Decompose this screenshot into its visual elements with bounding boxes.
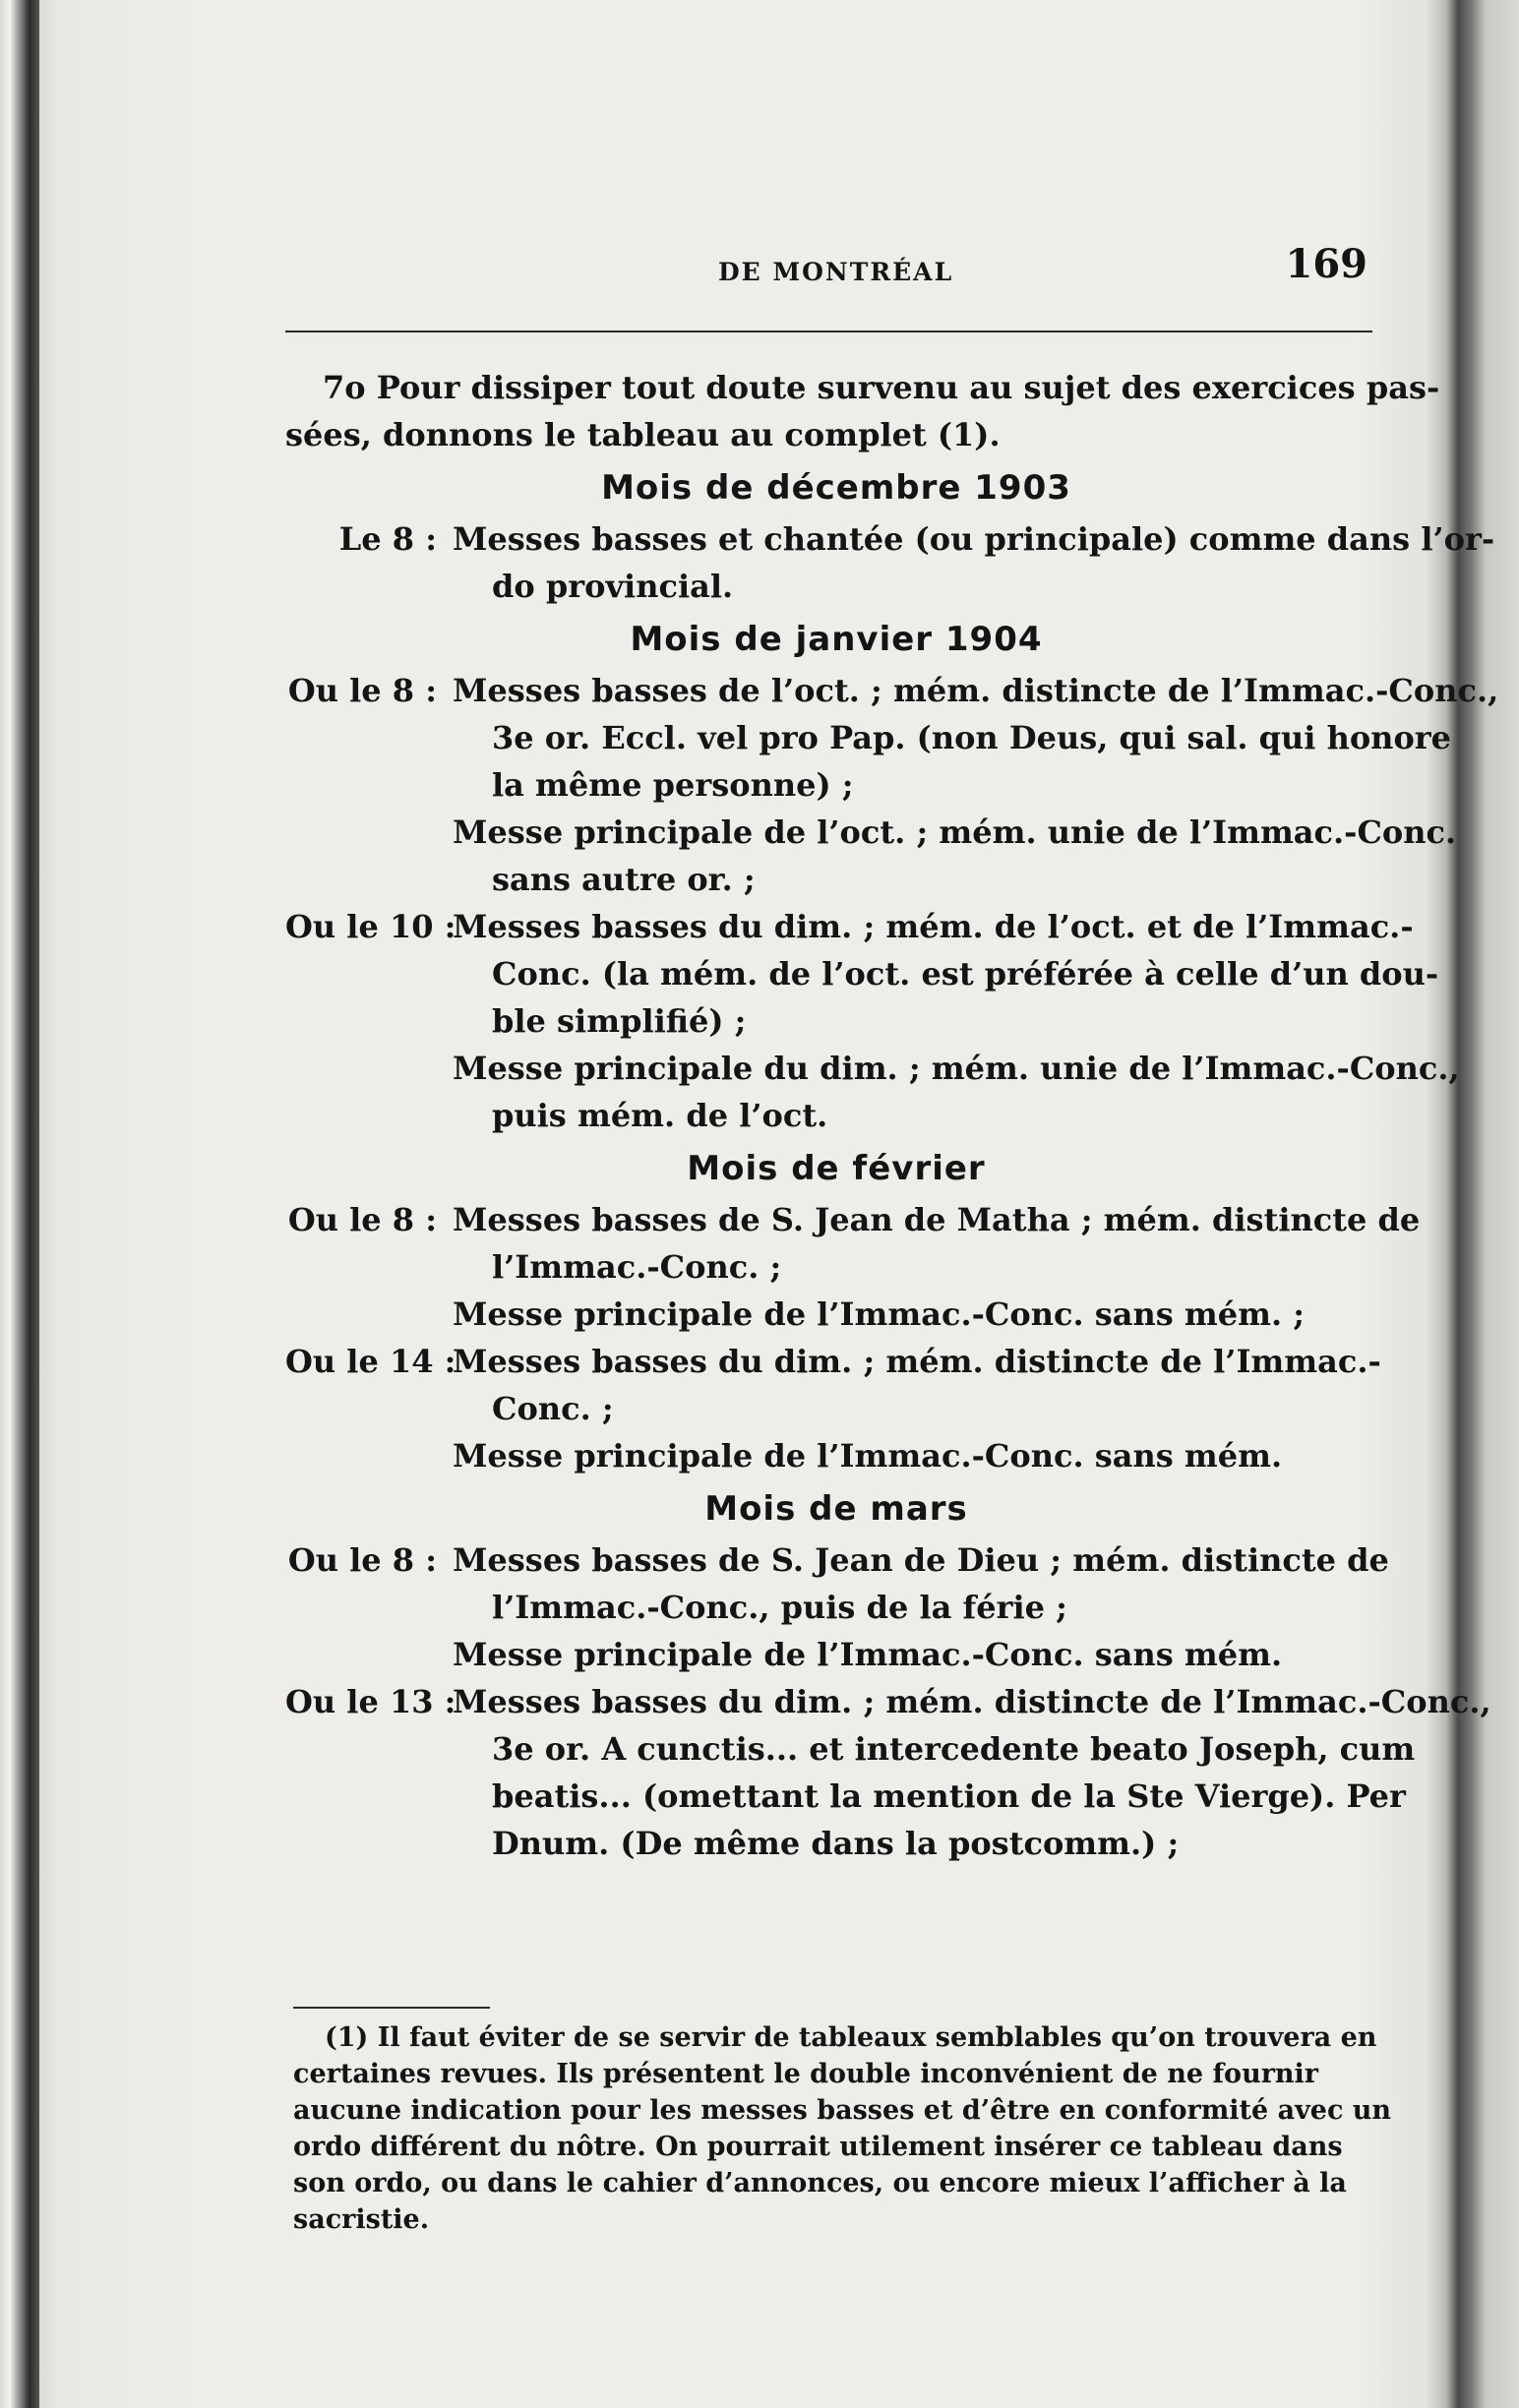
entry-line: Messes basses du dim. ; mém. distincte de l’Immac.- — [453, 1343, 1381, 1380]
entry-line: Messes basses et chantée (ou principale) comme dans l’or- — [453, 520, 1495, 558]
schedule-entry — [285, 1338, 1387, 1432]
entry-line: beatis... (omettant la mention de la Ste Vierge). Per — [492, 1777, 1406, 1815]
entry-line: la même personne) ; — [492, 766, 854, 804]
schedule-entry — [285, 1432, 1387, 1479]
entry-line: Messe principale de l’Immac.-Conc. sans mém. — [453, 1437, 1283, 1475]
entry-line: Messe principale de l’Immac.-Conc. sans mém. ; — [453, 1295, 1306, 1333]
entry-line: Messe principale de l’Immac.-Conc. sans mém. — [453, 1636, 1283, 1673]
page-number: 169 — [1285, 241, 1367, 287]
schedule-entry — [285, 809, 1457, 903]
footnote-line: (1) Il faut éviter de se servir de tableaux semblables qu’on trouvera en — [325, 2022, 1377, 2053]
entry-line: l’Immac.-Conc. ; — [492, 1248, 782, 1286]
section-title: Mois de janvier 1904 — [630, 620, 1043, 659]
entry-day: Le 8 : — [338, 520, 437, 558]
entry-line: Messe principale de l’oct. ; mém. unie de l’Immac.-Conc. — [453, 813, 1457, 851]
section-title: Mois de février — [687, 1149, 986, 1188]
schedule-entry — [285, 1196, 1421, 1291]
entry-day — [285, 809, 453, 903]
entry-line: Conc. ; — [492, 1390, 614, 1427]
entry-text — [453, 1338, 1387, 1432]
entry-text — [453, 1536, 1389, 1631]
schedule-entry — [285, 515, 1495, 610]
footnote-line: certaines revues. Ils présentent le double inconvénient de ne fournir — [293, 2059, 1319, 2089]
entry-day: Ou le 10 : — [285, 908, 456, 945]
schedule-entry — [285, 1045, 1460, 1139]
book-page — [59, 59, 1499, 2361]
entry-line: 3e or. A cunctis... et intercedente beato Joseph, cum — [492, 1730, 1416, 1768]
entry-line: Messes basses de S. Jean de Dieu ; mém. distincte de — [453, 1541, 1389, 1579]
entry-text — [453, 1631, 1387, 1678]
main-text — [285, 364, 1499, 1867]
footnote-line: aucune indication pour les messes basses et d’être en conformité avec un — [293, 2095, 1392, 2126]
schedule-entry — [285, 1631, 1387, 1678]
footnote-rule — [293, 2007, 490, 2009]
entry-text — [453, 1196, 1420, 1291]
entry-line: Messes basses du dim. ; mém. distincte de l’Immac.-Conc., — [453, 1683, 1491, 1720]
intro-paragraph — [285, 364, 1440, 458]
schedule-entry — [285, 1678, 1491, 1867]
entry-text — [453, 1291, 1387, 1338]
entry-day: Ou le 8 : — [287, 1201, 437, 1238]
entry-line: Conc. (la mém. de l’oct. est préférée à celle d’un dou- — [492, 955, 1439, 993]
entry-line: Dnum. (De même dans la postcomm.) ; — [492, 1825, 1180, 1862]
footnote-line: sacristie. — [293, 2204, 430, 2235]
entry-text — [453, 903, 1438, 1045]
schedule-entry — [285, 1536, 1387, 1631]
entry-text — [453, 809, 1456, 903]
facing-page-edge — [0, 0, 39, 2408]
entry-text — [453, 1432, 1387, 1479]
entry-line: puis mém. de l’oct. — [492, 1097, 828, 1134]
entry-day: Ou le 14 : — [285, 1343, 456, 1380]
entry-line: do provincial. — [492, 568, 734, 605]
entry-day — [285, 1291, 453, 1338]
entry-line: sans autre or. ; — [492, 861, 756, 898]
entry-text — [453, 667, 1498, 809]
section-title: Mois de mars — [704, 1489, 968, 1529]
entry-line: Messe principale du dim. ; mém. unie de l’Immac.-Conc., — [453, 1050, 1460, 1087]
footnote-line: ordo différent du nôtre. On pourrait utilement insérer ce tableau dans — [293, 2132, 1343, 2162]
schedule-entry — [285, 667, 1499, 809]
entry-text — [453, 1045, 1460, 1139]
entry-line: Messes basses de l’oct. ; mém. distincte de l’Immac.-Conc., — [453, 672, 1499, 709]
entry-day — [285, 1045, 453, 1139]
header-rule — [285, 331, 1372, 332]
entry-line: Messes basses de S. Jean de Matha ; mém. distincte de — [453, 1201, 1421, 1238]
section-title: Mois de décembre 1903 — [601, 468, 1071, 508]
entry-day — [285, 1631, 453, 1678]
entry-line: l’Immac.-Conc., puis de la férie ; — [492, 1589, 1067, 1626]
schedule-entry — [285, 903, 1439, 1045]
entry-text — [453, 515, 1494, 610]
entry-line: Messes basses du dim. ; mém. de l’oct. et de l’Immac.- — [453, 908, 1414, 945]
schedule-entry — [285, 1291, 1387, 1338]
entry-text — [453, 1678, 1491, 1867]
entry-line: ble simplifié) ; — [492, 1002, 747, 1040]
footnote — [293, 2019, 1392, 2238]
entry-day: Ou le 8 : — [287, 672, 437, 709]
entry-line: 3e or. Eccl. vel pro Pap. (non Deus, qui sal. qui honore — [492, 719, 1451, 756]
intro-line: sées, donnons le tableau au complet (1). — [285, 416, 1001, 453]
entry-day: Ou le 13 : — [285, 1683, 456, 1720]
running-head — [226, 197, 1367, 287]
running-title: DE MONTRÉAL — [718, 258, 954, 286]
entry-day — [285, 1432, 453, 1479]
entry-day: Ou le 8 : — [287, 1541, 437, 1579]
intro-line: 7o Pour dissiper tout doute survenu au sujet des exercices pas- — [323, 369, 1440, 406]
footnote-line: son ordo, ou dans le cahier d’annonces, ou encore mieux l’afficher à la — [293, 2168, 1347, 2198]
